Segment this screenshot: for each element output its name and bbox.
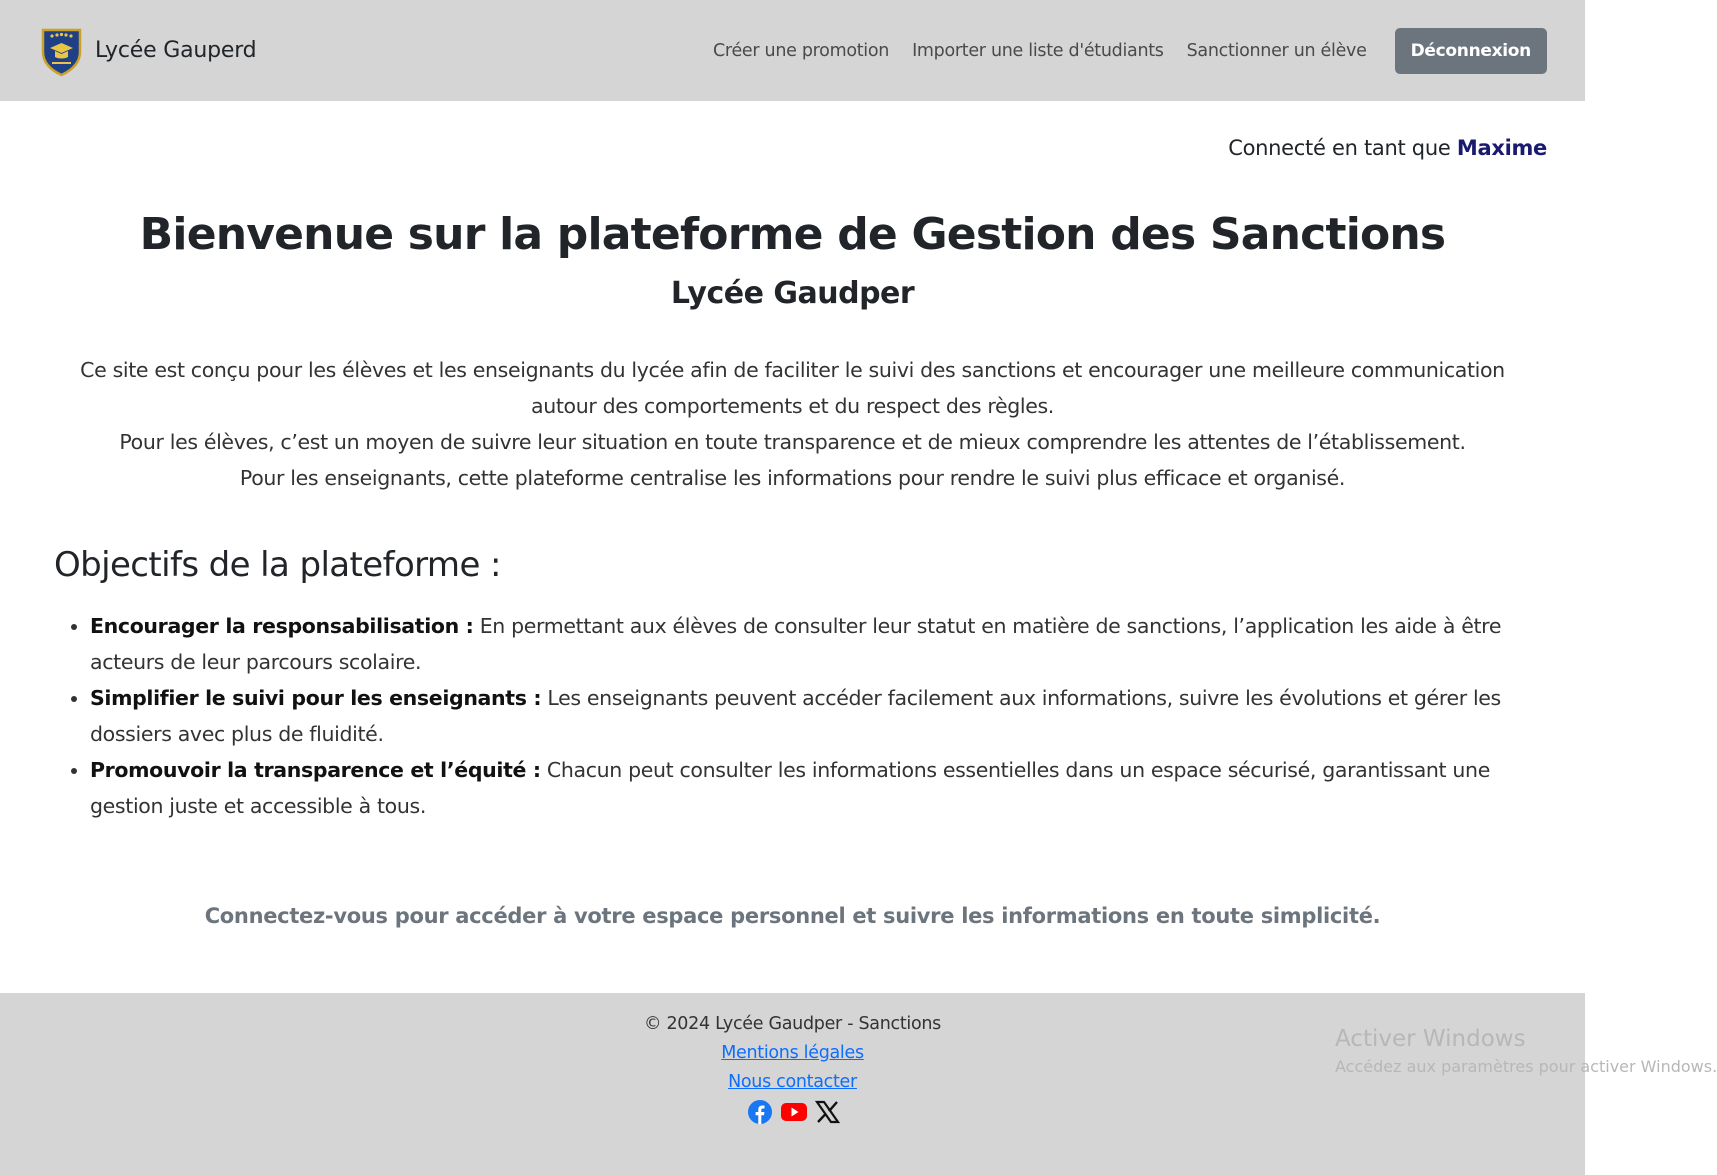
social-links (748, 1100, 839, 1124)
login-cta: Connectez-vous pour accéder à votre espace personnel et suivre les informations en toute simplicité. (204, 904, 1381, 928)
list-item (90, 680, 1510, 752)
username: Maxime (1456, 136, 1547, 160)
objectives-list (90, 608, 1510, 824)
objective-text: Les enseignants peuvent accéder facilement aux informations, suivre les évolutions et gérer les dossiers avec plus de fluidité. (90, 686, 1501, 746)
page-title: Bienvenue sur la plateforme de Gestion des Sanctions (139, 209, 1446, 260)
intro-paragraph: Ce site est conçu pour les élèves et les enseignants du lycée afin de faciliter le suivi des sanctions et encourager une meilleure communication autour des comportements et du respect des règles. (80, 358, 1505, 418)
list-item (90, 608, 1510, 680)
nav-create-promotion[interactable]: Créer une promotion (713, 40, 890, 61)
windows-activation-watermark (1335, 1026, 1717, 1076)
intro-paragraph: Pour les élèves, c’est un moyen de suivre leur situation en toute transparence et de mieux comprendre les attentes de l’établissement. (119, 430, 1466, 454)
page-subtitle: Lycée Gaudper (670, 276, 915, 311)
intro-paragraph: Pour les enseignants, cette plateforme centralise les informations pour rendre le suivi plus efficace et organisé. (239, 466, 1346, 490)
objective-label: Encourager la responsabilisation : (90, 614, 474, 638)
logout-button[interactable]: Déconnexion (1395, 28, 1547, 74)
contact-link[interactable]: Nous contacter (728, 1072, 857, 1092)
objective-text: En permettant aux élèves de consulter leur statut en matière de sanctions, l’application les aide à être acteurs de leur parcours scolaire. (90, 614, 1502, 674)
list-item (90, 752, 1510, 824)
watermark-subtitle: Accédez aux paramètres pour activer Windows. (1335, 1057, 1717, 1076)
school-crest-icon (40, 26, 83, 76)
x-icon[interactable] (816, 1101, 839, 1123)
watermark-title: Activer Windows (1335, 1026, 1526, 1052)
navbar (0, 0, 1585, 101)
objective-label: Promouvoir la transparence et l’équité : (90, 758, 541, 782)
connected-user (1228, 136, 1547, 160)
legal-notice-link[interactable]: Mentions légales (721, 1043, 864, 1063)
brand-name: Lycée Gauperd (95, 38, 257, 63)
brand[interactable] (40, 26, 256, 76)
main-nav (713, 28, 1547, 74)
footer (0, 993, 1717, 1175)
nav-import-students[interactable]: Importer une liste d'étudiants (912, 40, 1164, 61)
connected-prefix: Connecté en tant que (1228, 136, 1451, 160)
objective-text: Chacun peut consulter les informations essentielles dans un espace sécurisé, garantissant une gestion juste et accessible à tous. (90, 758, 1490, 818)
facebook-icon[interactable] (748, 1100, 772, 1124)
intro-text (55, 352, 1530, 496)
nav-sanction-student[interactable]: Sanctionner un élève (1186, 40, 1367, 61)
youtube-icon[interactable] (781, 1102, 807, 1122)
objectives-title: Objectifs de la plateforme : (54, 545, 501, 585)
copyright: © 2024 Lycée Gaudper - Sanctions (644, 1014, 941, 1034)
objective-label: Simplifier le suivi pour les enseignants : (90, 686, 542, 710)
